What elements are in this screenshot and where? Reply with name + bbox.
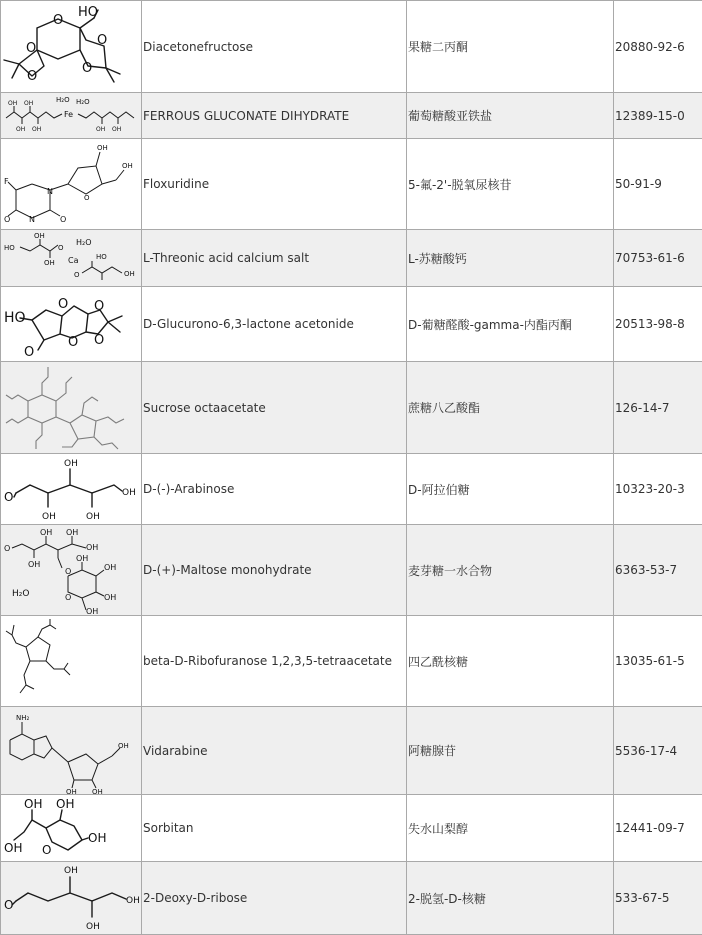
chinese-name-cell: L-苏糖酸钙	[407, 230, 614, 287]
atom-label: HO	[78, 5, 98, 20]
atom-label: O	[4, 544, 10, 553]
english-name-cell: D-Glucurono-6,3-lactone acetonide	[142, 287, 407, 362]
atom-label: OH	[40, 528, 52, 537]
english-name-cell: beta-D-Ribofuranose 1,2,3,5-tetraacetate	[142, 616, 407, 707]
atom-label: O	[94, 299, 104, 314]
chinese-name-cell: 果糖二丙酮	[407, 1, 614, 93]
atom-label: OH	[97, 144, 108, 152]
atom-label: OH	[44, 259, 55, 267]
chinese-name-cell: 葡萄糖酸亚铁盐	[407, 93, 614, 139]
atom-label: F	[4, 177, 9, 186]
atom-label: HO	[4, 244, 15, 252]
atom-label: O	[4, 898, 13, 912]
table-row	[1, 1, 702, 93]
atom-label: OH	[118, 742, 129, 750]
diacetonefructose-structure-icon	[2, 2, 142, 92]
atom-label: HO	[96, 253, 107, 261]
atom-label: OH	[86, 512, 100, 522]
atom-label: OH	[76, 554, 88, 563]
atom-label: O	[27, 69, 37, 84]
chinese-name-cell: 5-氟-2'-脱氧尿核苷	[407, 139, 614, 230]
atom-label: OH	[124, 270, 135, 278]
table-row	[1, 139, 702, 230]
structure-cell	[1, 230, 142, 287]
cas-number-cell: 12389-15-0	[614, 93, 702, 139]
structure-cell	[1, 795, 142, 862]
table-row	[1, 525, 702, 616]
structure-cell	[1, 862, 142, 935]
structure-cell	[1, 707, 142, 795]
table-row	[1, 362, 702, 454]
structure-cell	[1, 616, 142, 707]
atom-label: H₂O	[76, 98, 90, 106]
english-name-cell: FERROUS GLUCONATE DIHYDRATE	[142, 93, 407, 139]
arabinose-structure-icon	[2, 455, 142, 524]
english-name-cell: 2-Deoxy-D-ribose	[142, 862, 407, 935]
structure-cell	[1, 1, 142, 93]
table-row	[1, 616, 702, 707]
atom-label: O	[26, 41, 36, 56]
atom-label: O	[58, 297, 68, 312]
atom-label: O	[94, 333, 104, 348]
table-row	[1, 93, 702, 139]
table-row	[1, 454, 702, 525]
vidarabine-structure-icon	[2, 708, 142, 794]
atom-label: OH	[28, 560, 40, 569]
atom-label: OH	[42, 512, 56, 522]
structure-cell	[1, 525, 142, 616]
structure-cell	[1, 93, 142, 139]
atom-label: OH	[126, 896, 140, 906]
ribofuranose-tetraacetate-structure-icon	[2, 617, 142, 706]
atom-label: OH	[104, 593, 116, 602]
atom-label: O	[65, 593, 71, 602]
maltose-monohydrate-structure-icon	[2, 526, 142, 615]
chinese-name-cell: 失水山梨醇	[407, 795, 614, 862]
atom-label: OH	[122, 162, 133, 170]
chinese-name-cell: D-葡糖醛酸-gamma-内酯丙酮	[407, 287, 614, 362]
atom-label: H₂O	[12, 589, 29, 599]
atom-label: O	[74, 271, 80, 279]
english-name-cell: Diacetonefructose	[142, 1, 407, 93]
atom-label: OH	[112, 126, 121, 133]
atom-label: OH	[104, 563, 116, 572]
sorbitan-structure-icon	[2, 796, 142, 861]
english-name-cell: Floxuridine	[142, 139, 407, 230]
english-name-cell: Sucrose octaacetate	[142, 362, 407, 454]
atom-label: O	[42, 843, 51, 857]
atom-label: OH	[24, 797, 42, 811]
atom-label: OH	[66, 528, 78, 537]
cas-number-cell: 20880-92-6	[614, 1, 702, 93]
cas-number-cell: 5536-17-4	[614, 707, 702, 795]
deoxyribose-structure-icon	[2, 863, 142, 934]
cas-number-cell: 20513-98-8	[614, 287, 702, 362]
atom-label: OH	[122, 488, 136, 498]
atom-label: OH	[64, 866, 78, 876]
english-name-cell: Vidarabine	[142, 707, 407, 795]
english-name-cell: D-(-)-Arabinose	[142, 454, 407, 525]
english-name-cell: L-Threonic acid calcium salt	[142, 230, 407, 287]
cas-number-cell: 533-67-5	[614, 862, 702, 935]
atom-label: OH	[86, 607, 98, 615]
table-row	[1, 862, 702, 935]
table-row	[1, 795, 702, 862]
atom-label: OH	[34, 232, 45, 240]
atom-label: O	[60, 215, 66, 224]
chinese-name-cell: 蔗糖八乙酸酯	[407, 362, 614, 454]
atom-label: OH	[16, 126, 25, 133]
atom-label: HO	[4, 310, 26, 326]
structure-cell	[1, 362, 142, 454]
atom-label: OH	[66, 788, 77, 794]
cas-number-cell: 12441-09-7	[614, 795, 702, 862]
cas-number-cell: 6363-53-7	[614, 525, 702, 616]
atom-label: N	[29, 215, 35, 224]
atom-label: Fe	[64, 110, 73, 119]
atom-label: O	[58, 244, 64, 252]
atom-label: OH	[64, 459, 78, 469]
cas-number-cell: 70753-61-6	[614, 230, 702, 287]
structure-cell	[1, 139, 142, 230]
cas-number-cell: 126-14-7	[614, 362, 702, 454]
cas-number-cell: 10323-20-3	[614, 454, 702, 525]
ferrous-gluconate-structure-icon	[2, 94, 142, 138]
atom-label: OH	[24, 100, 33, 107]
table-row	[1, 707, 702, 795]
english-name-cell: Sorbitan	[142, 795, 407, 862]
english-name-cell: D-(+)-Maltose monohydrate	[142, 525, 407, 616]
table-row	[1, 287, 702, 362]
cas-number-cell: 50-91-9	[614, 139, 702, 230]
structure-cell	[1, 454, 142, 525]
atom-label: H₂O	[56, 96, 70, 104]
structure-cell	[1, 287, 142, 362]
atom-label: O	[4, 490, 13, 504]
atom-label: OH	[8, 100, 17, 107]
chinese-name-cell: D-阿拉伯糖	[407, 454, 614, 525]
atom-label: OH	[56, 797, 74, 811]
atom-label: O	[82, 61, 92, 76]
atom-label: O	[24, 345, 34, 360]
table-row	[1, 230, 702, 287]
atom-label: NH₂	[16, 714, 30, 722]
calcium-threonate-structure-icon	[2, 231, 142, 286]
atom-label: O	[97, 33, 107, 48]
atom-label: OH	[86, 922, 100, 932]
atom-label: OH	[92, 788, 103, 794]
chinese-name-cell: 阿糖腺苷	[407, 707, 614, 795]
atom-label: O	[65, 567, 71, 576]
floxuridine-structure-icon	[2, 140, 142, 229]
sucrose-octaacetate-structure-icon	[2, 363, 142, 453]
atom-label: OH	[96, 126, 105, 133]
cas-number-cell: 13035-61-5	[614, 616, 702, 707]
glucuronolactone-acetonide-structure-icon	[2, 288, 142, 361]
chinese-name-cell: 麦芽糖一水合物	[407, 525, 614, 616]
atom-label: OH	[86, 543, 98, 552]
atom-label: H₂O	[76, 238, 92, 247]
chinese-name-cell: 四乙酰核糖	[407, 616, 614, 707]
atom-label: N	[47, 187, 53, 196]
atom-label: O	[84, 194, 90, 202]
atom-label: Ca	[68, 256, 79, 265]
atom-label: O	[53, 13, 63, 28]
atom-label: OH	[4, 841, 22, 855]
atom-label: O	[4, 215, 10, 224]
atom-label: OH	[88, 831, 106, 845]
atom-label: OH	[32, 126, 41, 133]
chinese-name-cell: 2-脱氢-D-核糖	[407, 862, 614, 935]
atom-label: O	[68, 335, 78, 350]
